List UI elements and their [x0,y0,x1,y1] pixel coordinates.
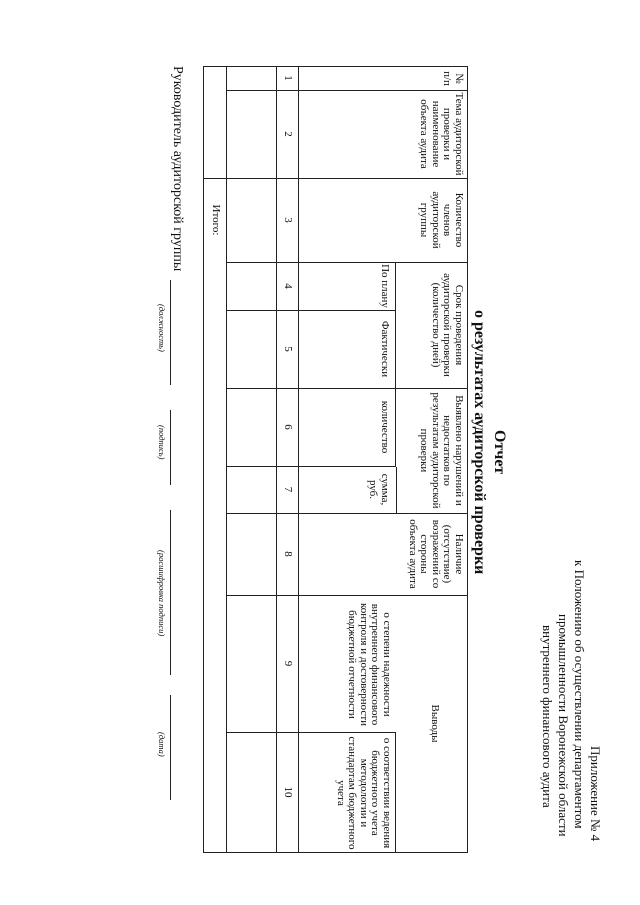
decode-caption: (расшифровка подписи) [157,550,167,637]
sign-line [170,410,171,485]
col-number-6: 6 [282,424,294,430]
col-number-3: 3 [282,217,294,223]
header-violations-sum: сумма, руб. [367,473,391,506]
header-num: № п/п [441,71,465,86]
appendix-line-4: внутреннего финансового аудита [540,625,555,808]
header-period-fact: Фактически [379,320,391,378]
appendix-line-3: промышленности Воронежской области [556,614,571,837]
header-violations: Выявлено нарушений и недостатков по результатам аудиторской проверки [418,392,465,509]
col-number-4: 4 [282,283,294,289]
header-topic: Тема аудиторской проверки и наименование объекта аудита [418,92,465,176]
header-conclusions: Выводы [429,704,441,743]
header-objections: Наличие (отсутствие) возражений со стороны объекта аудита [407,519,465,589]
report-title: Отчет [491,430,508,475]
appendix-line-2: к Положению об осуществлении департаментом [572,560,587,829]
date-caption: (дата) [157,732,167,757]
appendix-line-1: Приложение № 4 [588,746,603,842]
header-period-plan: По плану [379,264,391,308]
col-number-8: 8 [282,551,294,557]
date-line [170,695,171,800]
sign-caption: (подпись) [157,425,167,460]
report-subtitle: о результатах аудиторской проверки [471,310,488,575]
header-violations-count: количество [379,400,391,454]
total-label: Итого: [210,204,222,236]
col-number-2: 2 [282,131,294,137]
header-conclusion-b: о соответствии ведения бюджетного учета методологии и стандартам бюджетного учета [335,736,393,850]
header-members: Количество членов аудиторской группы [418,191,465,249]
header-conclusion-a: о степени надежности внутреннего финансового контроля и достоверности бюджетной отчетности [346,602,393,727]
decode-line [170,510,171,675]
col-number-5: 5 [282,346,294,352]
position-line [170,280,171,385]
header-period: Срок проведения аудиторской проверки (количество дней) [430,273,465,377]
col-number-1: 1 [282,75,294,81]
signature-label: Руководитель аудиторской группы [170,66,185,272]
col-number-10: 10 [282,786,294,798]
col-number-7: 7 [282,486,294,493]
position-caption: (должность) [157,304,167,352]
col-number-9: 9 [282,660,294,667]
